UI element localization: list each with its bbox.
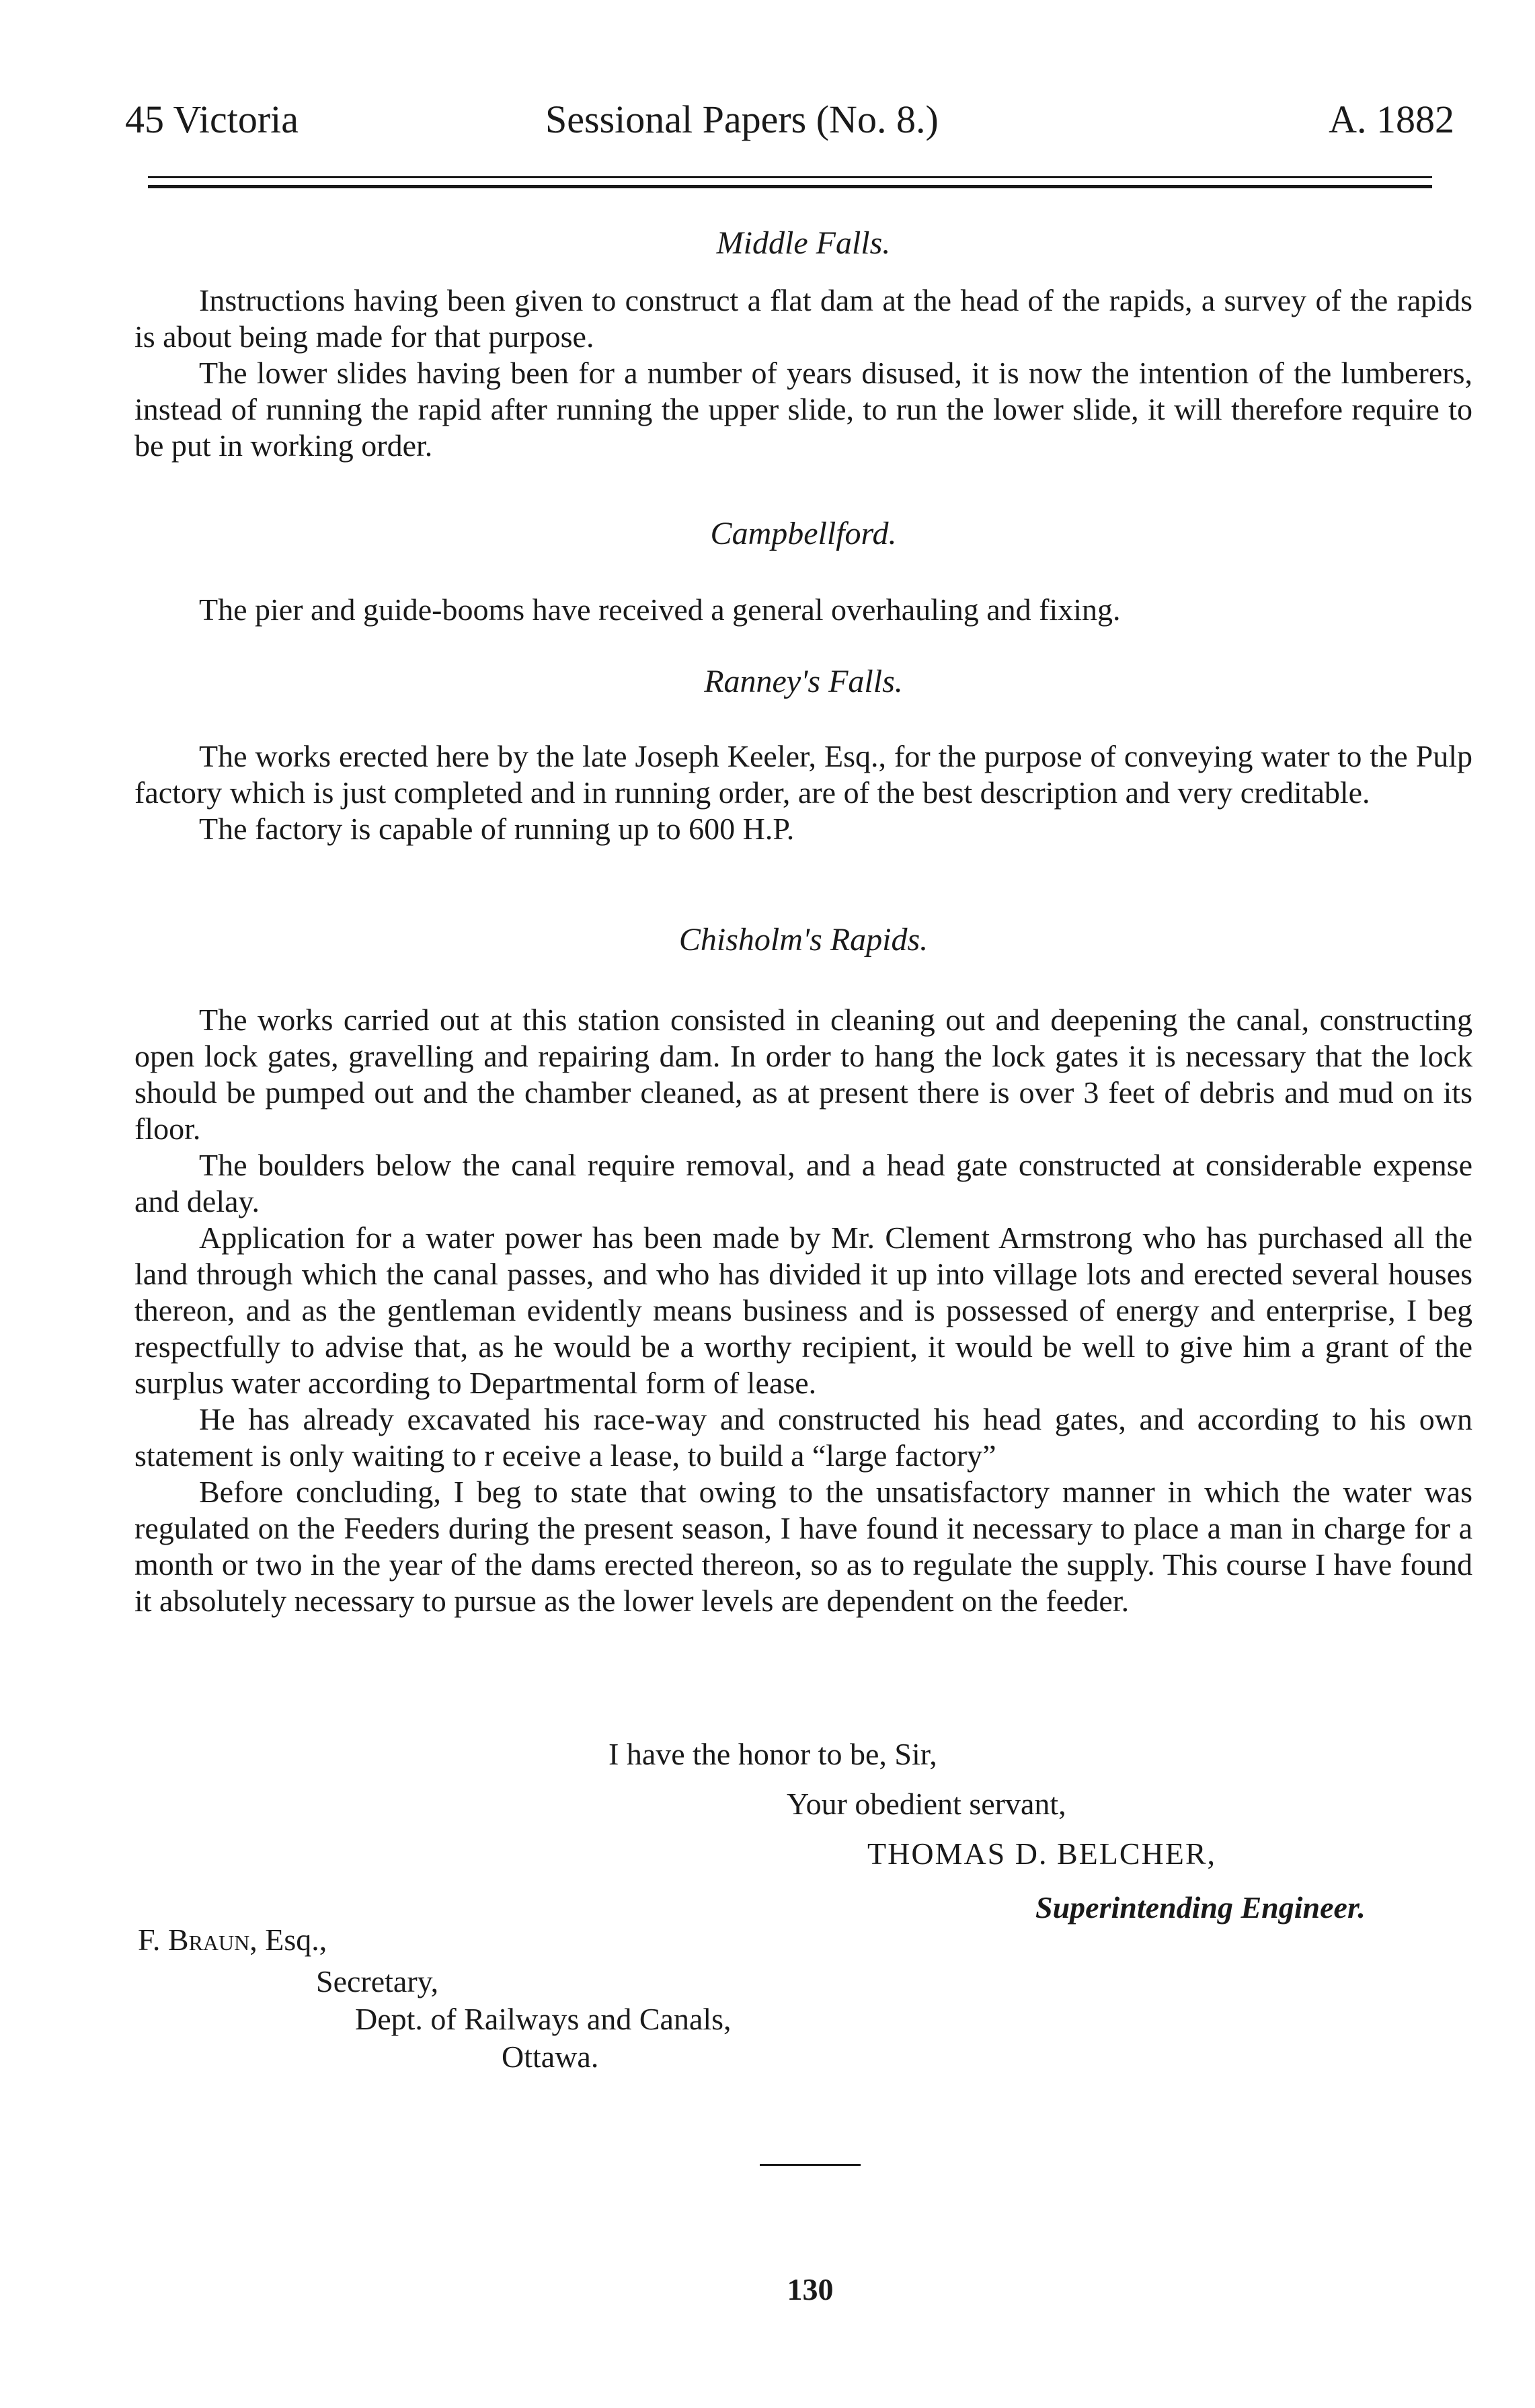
section-title-middle-falls: Middle Falls.	[716, 225, 891, 261]
paragraph: Before concluding, I beg to state that owing to the unsatisfactory manner in which the water was regulated on the Feeders during the present season, I have found it necessary to place a man in charge for a month or two in the year of the dams erected thereon, so as to regulate the supply. This course I have found it absolutely necessary to pursue as the lower levels are dependent on the feeder.	[134, 1475, 1472, 1618]
header-left: 45 Victoria	[125, 98, 299, 141]
header-center: Sessional Papers (No. 8.)	[545, 98, 939, 141]
paragraph: The boulders below the canal require removal, and a head gate constructed at considerable expense and delay.	[134, 1148, 1472, 1218]
section-title-chisholms-rapids: Chisholm's Rapids.	[678, 922, 929, 958]
header-right: A. 1882	[1329, 98, 1454, 141]
paragraph: Application for a water power has been made by Mr. Clement Armstrong who has purchased all the land through which the canal passes, and who has divided it up into village lots and erected several houses thereon, and as the gentleman evidently means business and is possessed of energy and enterprise, I beg respectfully to advise that, as he would be a worthy recipient, it would be well to give him a grant of the surplus water according to Departmental form of lease.	[134, 1220, 1472, 1400]
paragraph: He has already excavated his race-way and constructed his head gates, and according to his own statement is only waiting to r eceive a lease, to build a “large factory”	[134, 1402, 1472, 1473]
signature-title: Superintending Engineer.	[1035, 1890, 1366, 1925]
addressee-department: Dept. of Railways and Canals,	[355, 2002, 732, 2036]
closing-salutation: I have the honor to be, Sir,	[608, 1737, 937, 1771]
addressee-city: Ottawa.	[502, 2040, 599, 2074]
header-rule	[148, 176, 1432, 188]
section-body-ranneys-falls	[134, 738, 1472, 847]
section-body-chisholms-rapids	[134, 1002, 1472, 1619]
closing-servant: Your obedient servant,	[787, 1787, 1066, 1821]
paragraph: The works erected here by the late Joseph Keeler, Esq., for the purpose of conveying water to the Pulp factory which is just completed and in running order, are of the best description and very creditable.	[134, 739, 1472, 810]
page-number: 130	[787, 2272, 834, 2306]
addressee-surname: Braun	[167, 1922, 250, 1957]
paragraph: The works carried out at this station consisted in cleaning out and deepening the canal, constructing open lock gates, gravelling and repairing dam. In order to hang the lock gates it is necessary that the lock should be pumped out and the chamber cleaned, as at present there is over 3 feet of debris and mud on its floor.	[134, 1003, 1472, 1146]
paragraph: The pier and guide-booms have received a general overhauling and fixing.	[199, 592, 1121, 627]
addressee-prefix: F.	[138, 1922, 168, 1957]
addressee-name	[138, 1922, 327, 1958]
addressee-suffix: , Esq.,	[249, 1922, 327, 1957]
signature-name: THOMAS D. BELCHER,	[867, 1836, 1217, 1871]
section-body-middle-falls	[134, 282, 1472, 464]
footer-rule	[760, 2164, 861, 2166]
section-body-campbellford	[134, 592, 1472, 628]
paragraph: The lower slides having been for a number of years disused, it is now the intention of the lumberers, instead of running the rapid after running the upper slide, to run the lower slide, it will therefore require to be put in working order.	[134, 356, 1472, 463]
paragraph: Instructions having been given to construct a flat dam at the head of the rapids, a survey of the rapids is about being made for that purpose.	[134, 283, 1472, 354]
addressee-position: Secretary,	[316, 1964, 439, 1998]
section-title-ranneys-falls: Ranney's Falls.	[704, 664, 903, 699]
running-header	[125, 93, 1454, 147]
paragraph: The factory is capable of running up to 600 H.P.	[199, 812, 795, 846]
section-title-campbellford: Campbellford.	[710, 516, 897, 551]
